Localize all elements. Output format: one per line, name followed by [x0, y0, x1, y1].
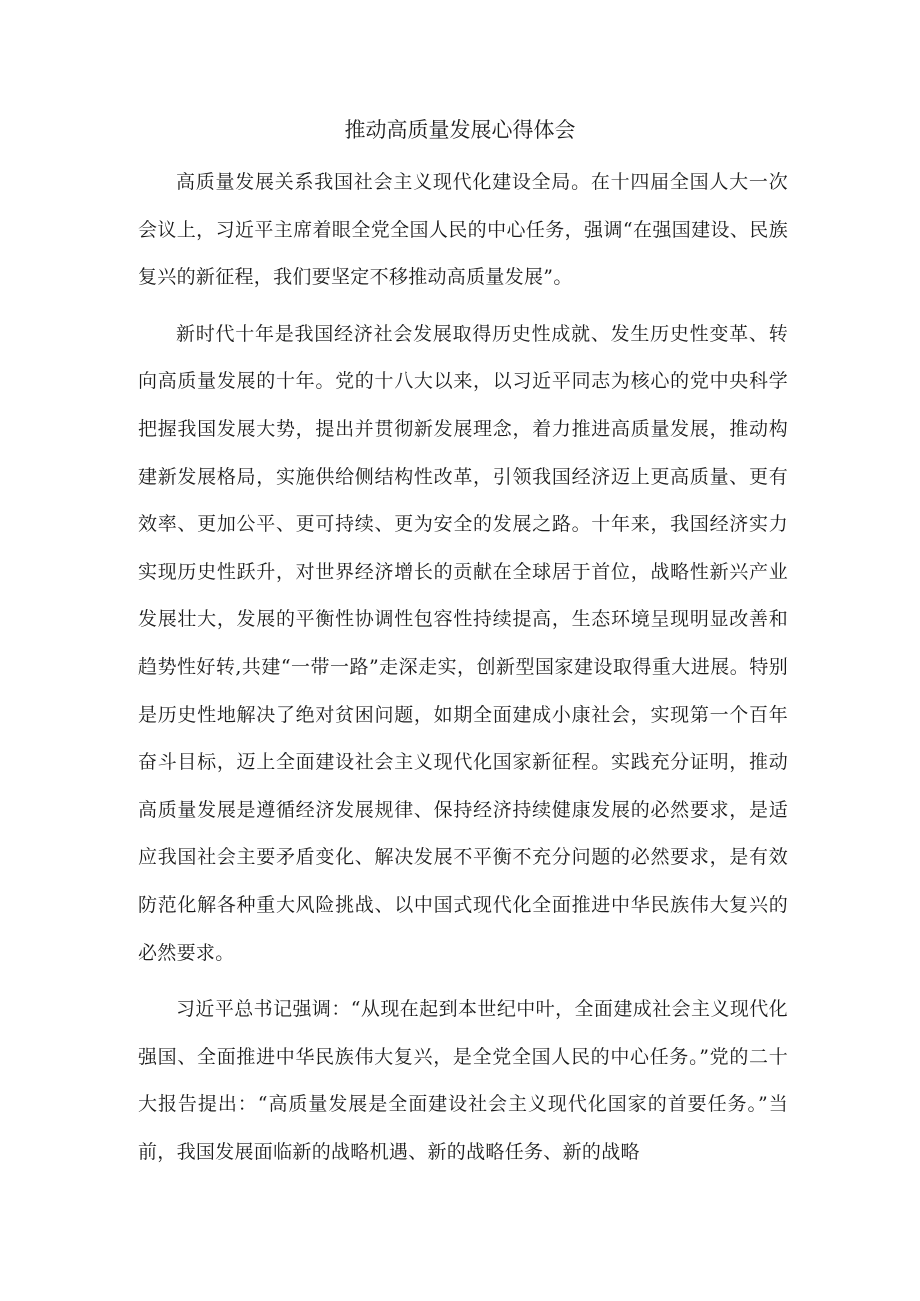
document-title: 推动高质量发展心得体会	[344, 118, 576, 142]
paragraph-intro: 高质量发展关系我国社会主义现代化建设全局。在十四届全国人大一次会议上，习近平主席着眼全党全国人民的中心任务，强调“在强国建设、民族复兴的新征程，我们要坚定不移推动高质量发展”。	[138, 171, 788, 289]
paragraph-central-task: 习近平总书记强调：“从现在起到本世纪中叶，全面建成社会主义现代化强国、全面推进中华民族伟大复兴，是全党全国人民的中心任务。”党的二十大报告提出：“高质量发展是全面建设社会主义现代化国家的首要任务。”当前，我国发展面临新的战略机遇、新的战略任务、新的战略	[138, 998, 788, 1163]
document-body	[138, 159, 788, 1185]
paragraph-decade-achievements: 新时代十年是我国经济社会发展取得历史性成就、发生历史性变革、转向高质量发展的十年。党的十八大以来，以习近平同志为核心的党中央科学把握我国发展大势，提出并贯彻新发展理念，着力推进高质量发展，推动构建新发展格局，实施供给侧结构性改革，引领我国经济迈上更高质量、更有效率、更加公平、更可持续、更为安全的发展之路。十年来，我国经济实力实现历史性跃升，对世界经济增长的贡献在全球居于首位，战略性新兴产业发展壮大，发展的平衡性协调性包容性持续提高，生态环境呈现明显改善和趋势性好转,共建“一带一路”走深走实，创新型国家建设取得重大进展。特别是历史性地解决了绝对贫困问题，如期全面建成小康社会，实现第一个百年奋斗目标，迈上全面建设社会主义现代化国家新征程。实践充分证明，推动高质量发展是遵循经济发展规律、保持经济持续健康发展的必然要求，是适应我国社会主要矛盾变化、解决发展不平衡不充分问题的必然要求，是有效防范化解各种重大风险挑战、以中国式现代化全面推进中华民族伟大复兴的必然要求。	[138, 322, 788, 964]
